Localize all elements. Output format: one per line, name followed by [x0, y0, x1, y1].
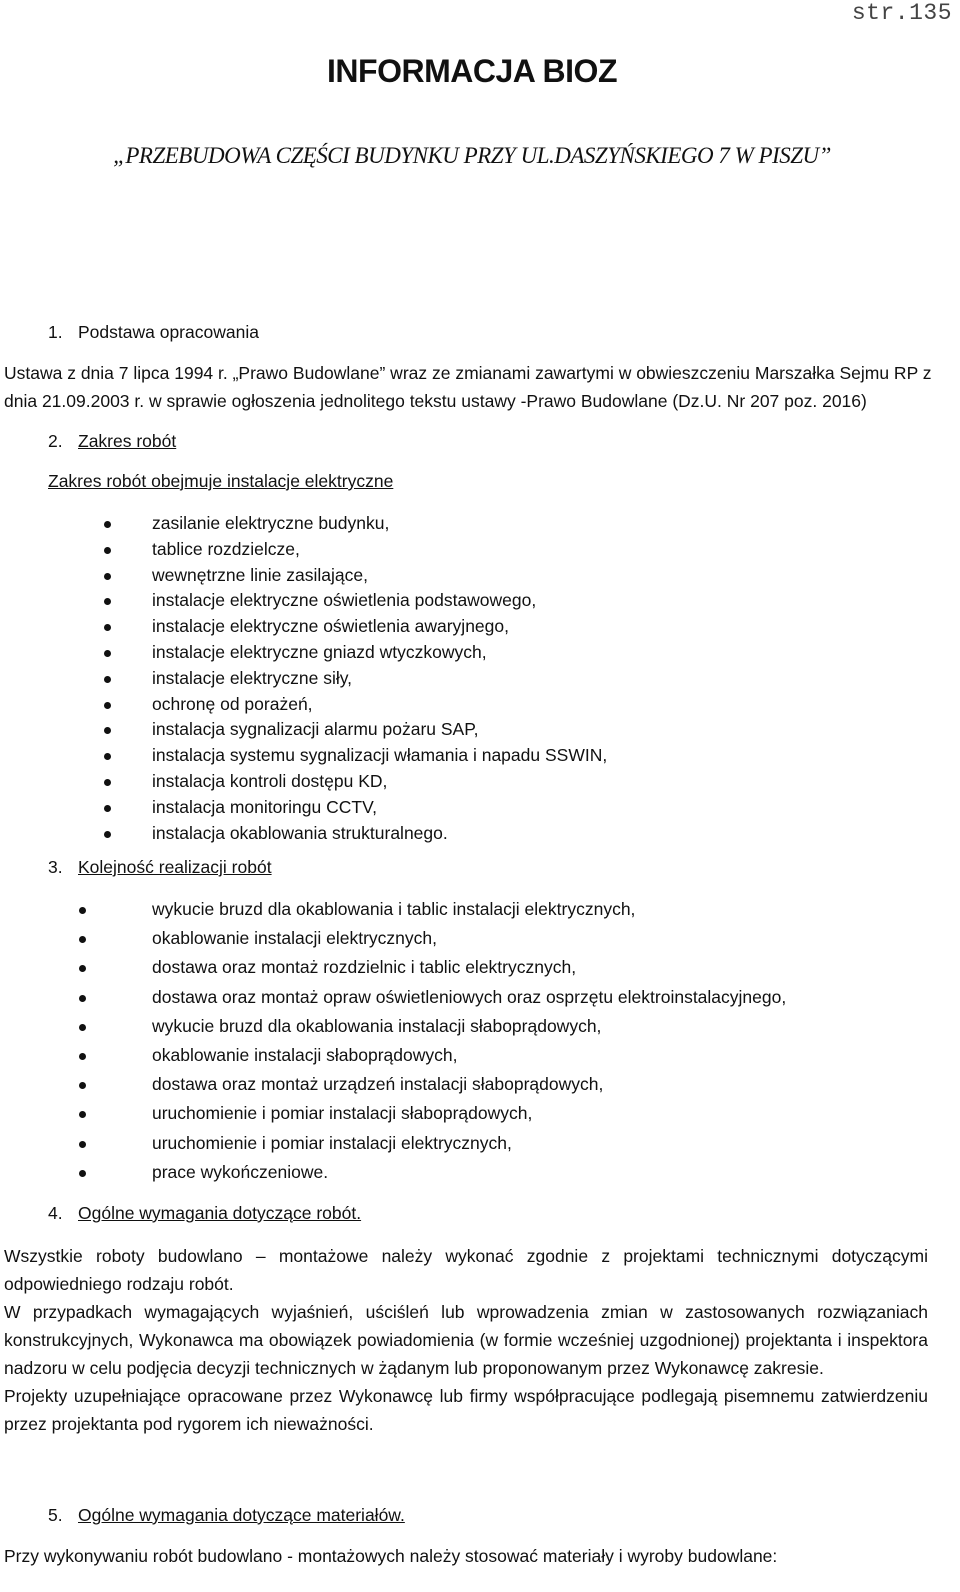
list-item: wykucie bruzd dla okablowania i tablic instalacji elektrycznych,	[152, 899, 636, 919]
section-2-heading: Zakres robót	[78, 431, 177, 451]
list-item: dostawa oraz montaż opraw oświetleniowych oraz osprzętu elektroinstalacyjnego,	[152, 986, 787, 1007]
list-item: zasilanie elektryczne budynku,	[152, 513, 390, 533]
bullet-dot	[104, 676, 111, 683]
bullet-dot	[104, 727, 111, 734]
section-4-paragraph: W przypadkach wymagających wyjaśnień, uściśleń lub wprowadzenia zmian w zastosowanych rozwiązaniach konstrukcyjnych, Wykonawca ma obowiązek powiadomienia (w formie wcześniej uzgodnionej) projektanta i inspektora nadzoru w celu podjęcia decyzji technicznych w żądanym lub proponowanym przez Wykonawcę zakresie.	[4, 1302, 928, 1378]
list-item: ochronę od porażeń,	[152, 693, 313, 714]
document-title: INFORMACJA BIOZ	[327, 53, 617, 89]
bullet-dot	[79, 995, 86, 1002]
bullet-dot	[79, 1053, 86, 1060]
section-4-heading: Ogólne wymagania dotyczące robót.	[78, 1203, 362, 1223]
list-item: uruchomienie i pomiar instalacji elektrycznych,	[152, 1132, 512, 1153]
section-3-number: 3.	[48, 857, 63, 877]
list-item: uruchomienie i pomiar instalacji słaboprądowych,	[152, 1103, 533, 1124]
bullet-dot	[79, 965, 86, 972]
list-item: instalacje elektryczne oświetlenia podstawowego,	[152, 590, 537, 611]
section-1-number: 1.	[48, 322, 63, 342]
section-5-number: 5.	[48, 1505, 63, 1525]
bullet-dot	[79, 936, 86, 943]
list-item: instalacje elektryczne oświetlenia awaryjnego,	[152, 616, 509, 637]
bullet-dot	[104, 573, 111, 580]
bullet-dot	[104, 779, 111, 786]
bullet-dot	[104, 805, 111, 812]
section-3-heading: Kolejność realizacji robót	[78, 857, 272, 877]
bullet-dot	[104, 831, 111, 838]
section-4-paragraph: Wszystkie roboty budowlano – montażowe należy wykonać zgodnie z projektami technicznymi dotyczącymi odpowiedniego rodzaju robót.	[4, 1246, 928, 1294]
list-item: wykucie bruzd dla okablowania instalacji słaboprądowych,	[152, 1015, 602, 1036]
list-item: tablice rozdzielcze,	[152, 538, 300, 559]
list-item: okablowanie instalacji słaboprądowych,	[152, 1045, 458, 1065]
document-subtitle: „PRZEBUDOWA CZĘŚCI BUDYNKU PRZY UL.DASZYŃSKIEGO 7 W PISZU”	[113, 143, 831, 168]
list-item: instalacja systemu sygnalizacji włamania i napadu SSWIN,	[152, 745, 608, 766]
list-item: dostawa oraz montaż urządzeń instalacji słaboprądowych,	[152, 1074, 604, 1095]
list-item: instalacja kontroli dostępu KD,	[152, 771, 388, 791]
bullet-dot	[104, 650, 111, 657]
bullet-dot	[79, 1170, 86, 1177]
bullet-dot	[79, 907, 86, 914]
list-item: prace wykończeniowe.	[152, 1161, 329, 1182]
list-item: instalacja okablowania strukturalnego.	[152, 822, 448, 843]
section-5-line-1: Przy wykonywaniu robót budowlano - montażowych należy stosować materiały i wyroby budowlane:	[4, 1546, 778, 1566]
section-2-number: 2.	[48, 431, 63, 451]
list-item: wewnętrzne linie zasilające,	[152, 564, 368, 585]
list-item: okablowanie instalacji elektrycznych,	[152, 928, 437, 949]
list-item: instalacja sygnalizacji alarmu pożaru SAP,	[152, 719, 479, 740]
bullet-dot	[104, 624, 111, 631]
section-4-paragraph: Projekty uzupełniające opracowane przez Wykonawcę lub firmy współpracujące podlegają pisemnemu zatwierdzeniu przez projektanta pod rygorem ich nieważności.	[4, 1386, 928, 1434]
section-1-heading: Podstawa opracowania	[78, 322, 259, 342]
bullet-dot	[79, 1141, 86, 1148]
bullet-dot	[104, 753, 111, 760]
list-item: instalacje elektryczne siły,	[152, 667, 353, 688]
bullet-dot	[104, 547, 111, 554]
bullet-dot	[79, 1111, 86, 1118]
bullet-dot	[79, 1082, 86, 1089]
section-2-intro: Zakres robót obejmuje instalacje elektryczne	[48, 471, 394, 491]
list-item: dostawa oraz montaż rozdzielnic i tablic elektrycznych,	[152, 957, 577, 978]
section-4-number: 4.	[48, 1203, 63, 1223]
bullet-dot	[104, 702, 111, 709]
bullet-dot	[104, 521, 111, 528]
bullet-dot	[79, 1024, 86, 1031]
bullet-dot	[104, 598, 111, 605]
list-item: instalacja monitoringu CCTV,	[152, 796, 378, 817]
list-item: instalacje elektryczne gniazd wtyczkowych,	[152, 642, 487, 662]
section-1-line-1: Ustawa z dnia 7 lipca 1994 r. „Prawo Budowlane” wraz ze zmianami zawartymi w obwieszczeniu Marszałka Sejmu RP z	[4, 363, 932, 383]
section-1-line-2: dnia 21.09.2003 r. w sprawie ogłoszenia jednolitego tekstu ustawy -Prawo Budowlane (Dz.U. Nr 207 poz. 2016)	[4, 391, 867, 411]
section-5-heading: Ogólne wymagania dotyczące materiałów.	[78, 1505, 405, 1525]
page-number: str.135	[851, 0, 952, 26]
